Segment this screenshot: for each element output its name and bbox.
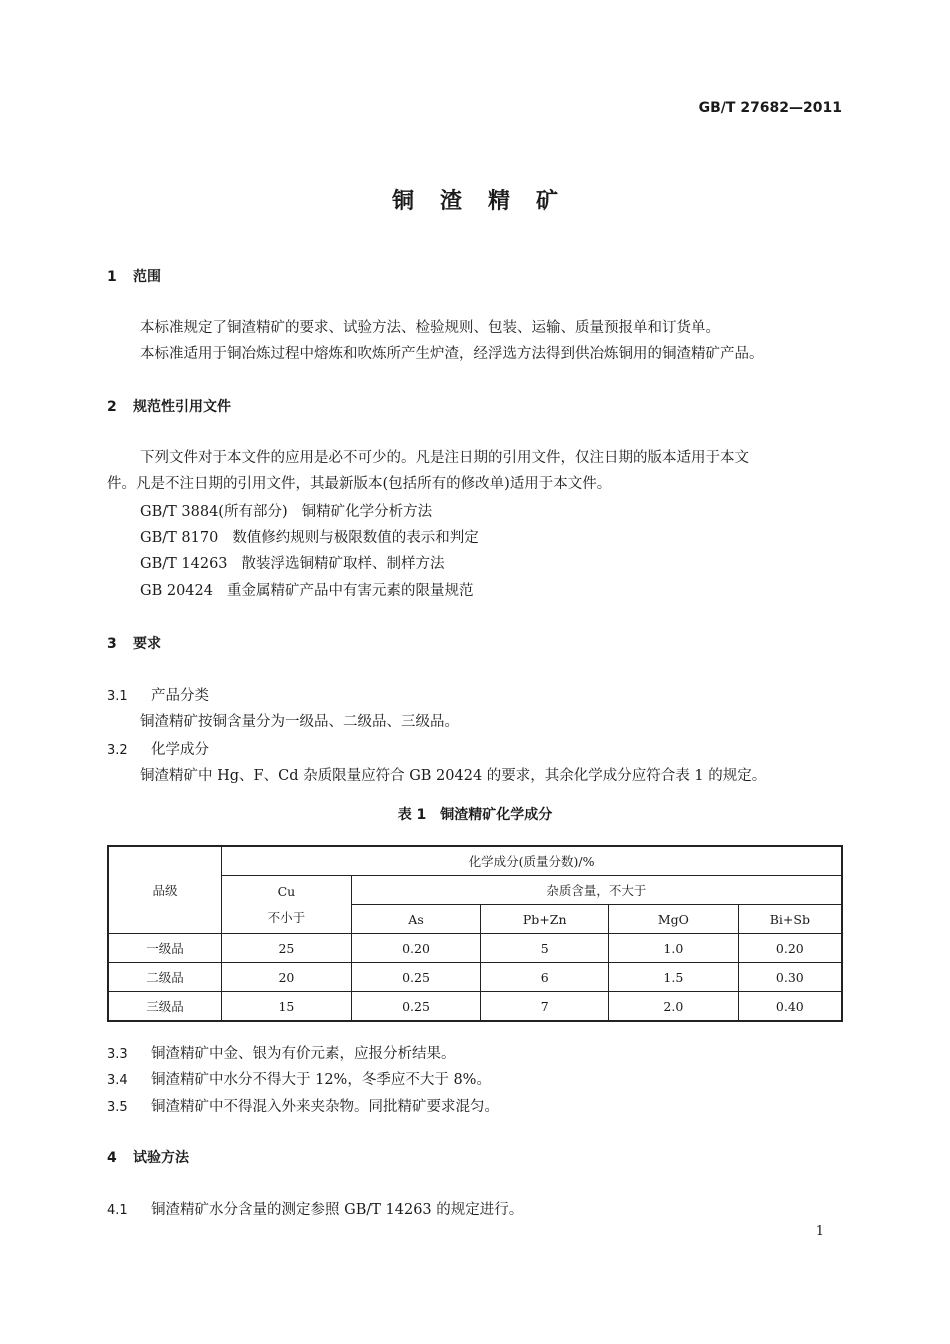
section-number: 3 xyxy=(107,636,117,652)
reference-item xyxy=(140,552,445,573)
cell-mgo: 1.0 xyxy=(609,934,739,963)
clause-3-3 xyxy=(107,1042,456,1063)
cell-grade: 二级品 xyxy=(108,963,222,992)
clause-text: 铜渣精矿中金、银为有价元素，应报分析结果。 xyxy=(151,1046,456,1062)
header-col: As xyxy=(351,905,481,934)
clause-text: 铜渣精矿中水分不得大于 12%，冬季应不大于 8%。 xyxy=(151,1072,491,1088)
composition-table xyxy=(107,845,843,1022)
header-impurity: 杂质含量，不大于 xyxy=(351,876,842,905)
section-number: 4 xyxy=(107,1150,117,1166)
paragraph: 件。凡是不注日期的引用文件，其最新版本(包括所有的修改单)适用于本文件。 xyxy=(107,476,612,492)
cell-bisb: 0.40 xyxy=(738,992,842,1022)
header-cu-label: Cu xyxy=(277,883,296,899)
subsection-number: 3.1 xyxy=(107,689,128,704)
cell-cu: 15 xyxy=(222,992,352,1022)
section-number: 1 xyxy=(107,269,117,285)
subsection-3-1-heading xyxy=(107,684,209,705)
clause-text: 铜渣精矿中不得混入外来夹杂物。同批精矿要求混匀。 xyxy=(151,1099,499,1115)
page-number: 1 xyxy=(815,1224,824,1239)
cell-grade: 三级品 xyxy=(108,992,222,1022)
clause-4-1 xyxy=(107,1198,523,1219)
paragraph: 铜渣精矿中 Hg、F、Cd 杂质限量应符合 GB 20424 的要求，其余化学成分应符合表 1 的规定。 xyxy=(140,768,767,784)
paragraph: 下列文件对于本文件的应用是必不可少的。凡是注日期的引用文件，仅注日期的版本适用于本文 xyxy=(140,450,749,466)
header-col: MgO xyxy=(609,905,739,934)
section-3-heading xyxy=(107,633,161,653)
section-4-heading xyxy=(107,1147,189,1167)
reference-title: 散装浮选铜精矿取样、制样方法 xyxy=(241,556,445,572)
reference-code: GB/T 3884(所有部分) xyxy=(140,504,288,520)
header-col: Bi+Sb xyxy=(738,905,842,934)
subsection-number: 4.1 xyxy=(107,1203,128,1218)
header-col: Pb+Zn xyxy=(481,905,609,934)
cell-as: 0.25 xyxy=(351,963,481,992)
table-row xyxy=(108,963,842,992)
cell-as: 0.20 xyxy=(351,934,481,963)
cell-as: 0.25 xyxy=(351,992,481,1022)
subsection-number: 3.3 xyxy=(107,1047,128,1062)
paragraph: 铜渣精矿按铜含量分为一级品、二级品、三级品。 xyxy=(140,714,459,730)
table-row xyxy=(108,934,842,963)
cell-pbzn: 7 xyxy=(481,992,609,1022)
reference-code: GB/T 8170 xyxy=(140,530,219,546)
reference-title: 数值修约规则与极限数值的表示和判定 xyxy=(232,530,479,546)
standard-number: GB/T 27682—2011 xyxy=(698,100,842,116)
section-title: 要求 xyxy=(133,636,161,652)
cell-pbzn: 5 xyxy=(481,934,609,963)
paragraph: 本标准适用于铜冶炼过程中熔炼和吹炼所产生炉渣，经浮选方法得到供冶炼铜用的铜渣精矿产品。 xyxy=(140,346,764,362)
cell-pbzn: 6 xyxy=(481,963,609,992)
subsection-number: 3.2 xyxy=(107,743,128,758)
cell-mgo: 1.5 xyxy=(609,963,739,992)
cell-mgo: 2.0 xyxy=(609,992,739,1022)
section-1-heading xyxy=(107,266,161,286)
section-title: 试验方法 xyxy=(133,1150,189,1166)
section-title: 范围 xyxy=(133,269,161,285)
clause-3-4 xyxy=(107,1068,491,1089)
document-title: 铜渣精矿 xyxy=(391,189,584,214)
table-caption: 表 1 铜渣精矿化学成分 xyxy=(397,807,553,823)
reference-item xyxy=(140,579,473,600)
reference-item xyxy=(140,526,479,547)
table-row xyxy=(108,992,842,1022)
cell-cu: 20 xyxy=(222,963,352,992)
reference-title: 重金属精矿产品中有害元素的限量规范 xyxy=(226,583,474,599)
reference-item xyxy=(140,500,432,521)
cell-bisb: 0.20 xyxy=(738,934,842,963)
section-title: 规范性引用文件 xyxy=(133,399,231,415)
subsection-3-2-heading xyxy=(107,738,209,759)
cell-grade: 一级品 xyxy=(108,934,222,963)
header-cu-sub: 不小于 xyxy=(267,909,306,925)
cell-bisb: 0.30 xyxy=(738,963,842,992)
paragraph: 本标准规定了铜渣精矿的要求、试验方法、检验规则、包装、运输、质量预报单和订货单。 xyxy=(140,320,720,336)
reference-code: GB 20424 xyxy=(140,583,213,599)
header-grade: 品级 xyxy=(108,846,222,934)
clause-text: 铜渣精矿水分含量的测定参照 GB/T 14263 的规定进行。 xyxy=(151,1202,524,1218)
cell-cu: 25 xyxy=(222,934,352,963)
subsection-number: 3.4 xyxy=(107,1073,128,1088)
clause-3-5 xyxy=(107,1095,499,1116)
reference-code: GB/T 14263 xyxy=(140,556,228,572)
header-cu xyxy=(222,876,352,934)
subsection-number: 3.5 xyxy=(107,1100,128,1115)
subsection-title: 产品分类 xyxy=(151,688,209,704)
section-2-heading xyxy=(107,396,231,416)
section-number: 2 xyxy=(107,399,117,415)
header-composition: 化学成分(质量分数)/% xyxy=(222,846,842,876)
reference-title: 铜精矿化学分析方法 xyxy=(301,504,433,520)
subsection-title: 化学成分 xyxy=(151,742,209,758)
